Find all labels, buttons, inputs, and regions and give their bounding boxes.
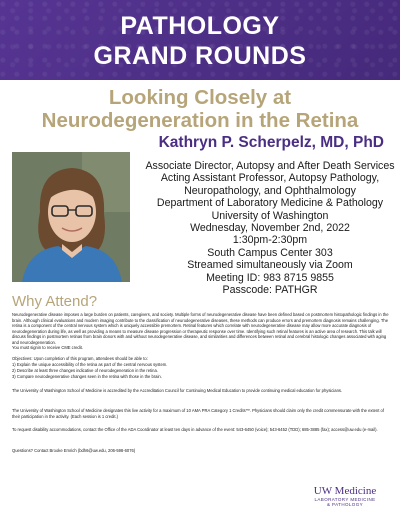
objective-item: 1) Explain the unique accessibility of the retina as part of the central nervous system.	[12, 362, 168, 367]
event-passcode: Passcode: PATHGR	[222, 284, 318, 297]
event-time: 1:30pm-2:30pm	[232, 234, 308, 247]
logo-subline: & PATHOLOGY	[327, 502, 363, 507]
header-banner	[0, 0, 400, 80]
banner-title-line1: PATHOLOGY	[120, 12, 280, 40]
cme-note: You must signin to receive CME credit.	[12, 345, 83, 350]
banner-title-line2: GRAND ROUNDS	[93, 42, 307, 70]
speaker-portrait	[12, 152, 130, 282]
questions-contact: Questions? Contact Brooke Emrich (bdh6@uw.edu, 206-598-6076)	[12, 448, 136, 453]
event-date: Wednesday, November 2nd, 2022	[190, 222, 350, 234]
objective-item: 2) Describe at least three changes indicative of neurodegeneration in the retina.	[12, 368, 158, 373]
designation-paragraph: The University of Washington School of Medicine designates this live activity for a maximum of 10 AMA PRA Category 1 Credits™. Physicians should claim only the credit commensurate with the extent of their participation in the activity. (Each session is 1 credit.)	[12, 408, 384, 419]
event-location: South Campus Center 303	[207, 246, 333, 259]
speaker-affiliation	[142, 160, 398, 222]
affiliation-line: Department of Laboratory Medicine & Pathology	[156, 197, 384, 210]
why-attend-heading: Why Attend?	[12, 293, 98, 310]
objective-item: 3) Compare neurodegenerative changes seen in the retina with those in the brain.	[12, 374, 162, 379]
talk-title-line2: Neurodegeneration in the Retina	[41, 109, 359, 132]
event-stream: Streamed simultaneously via Zoom	[187, 259, 353, 272]
logo-wordmark: UW Medicine	[313, 485, 377, 497]
abstract-paragraph: Neurodegenerative disease imposes a large burden on patients, caregivers, and society. Multiple forms of neurodegenerative disease have been defined based on postmortem histopathologic findings in the brain. Although clinical evaluations and modern imaging contribute to the classification of neurodegenerative diseases, these methods can produce errors and premortem diagnosis remains challenging. The retina is a component of the central nervous system which is uniquely accessible premortem. Retinal features which correlate with neurodegenerative disease may allow more accurate diagnosis of neurodegeneration during life, as well as providing a means to measure disease progression or therapeutic response over time. Identifying such retinal features is an active area of research. This talk will discuss findings in postmortem retinas from brain donors with and without neurodegenerative disease, and similarities and differences between retinal and cerebral histologic changes associated with aging and neurodegeneration.	[12, 312, 389, 345]
event-details	[142, 222, 398, 296]
talk-title	[0, 86, 400, 132]
uw-medicine-logo	[300, 485, 390, 507]
talk-title-line1: Looking Closely at	[108, 86, 292, 109]
affiliation-line: Acting Assistant Professor, Autopsy Pathology,	[160, 172, 380, 185]
accreditation-paragraph: The University of Washington School of Medicine is accredited by the Accreditation Council for Continuing Medical Education to provide continuing medical education for physicians.	[12, 388, 343, 393]
event-meeting-id: Meeting ID: 983 8715 9855	[206, 271, 334, 284]
portrait-illustration	[12, 152, 130, 282]
affiliation-line: University of Washington	[211, 209, 329, 222]
logo-subline: LABORATORY MEDICINE	[314, 497, 376, 502]
affiliation-line: Associate Director, Autopsy and After Death Services	[145, 160, 395, 172]
affiliation-line: Neuropathology, and Ophthalmology	[184, 184, 356, 197]
speaker-name: Kathryn P. Scherpelz, MD, PhD	[158, 134, 384, 151]
objectives-intro: Objectives: Upon completion of this program, attendees should be able to:	[12, 356, 148, 361]
accommodations-paragraph: To request disability accommodations, contact the Office of the ADA Coordinator at least ten days in advance of the event: 543-6450 (voice); 543-6452 (TDD); 685-3885 (fax); access@uw.edu (e-mail).	[12, 427, 378, 432]
